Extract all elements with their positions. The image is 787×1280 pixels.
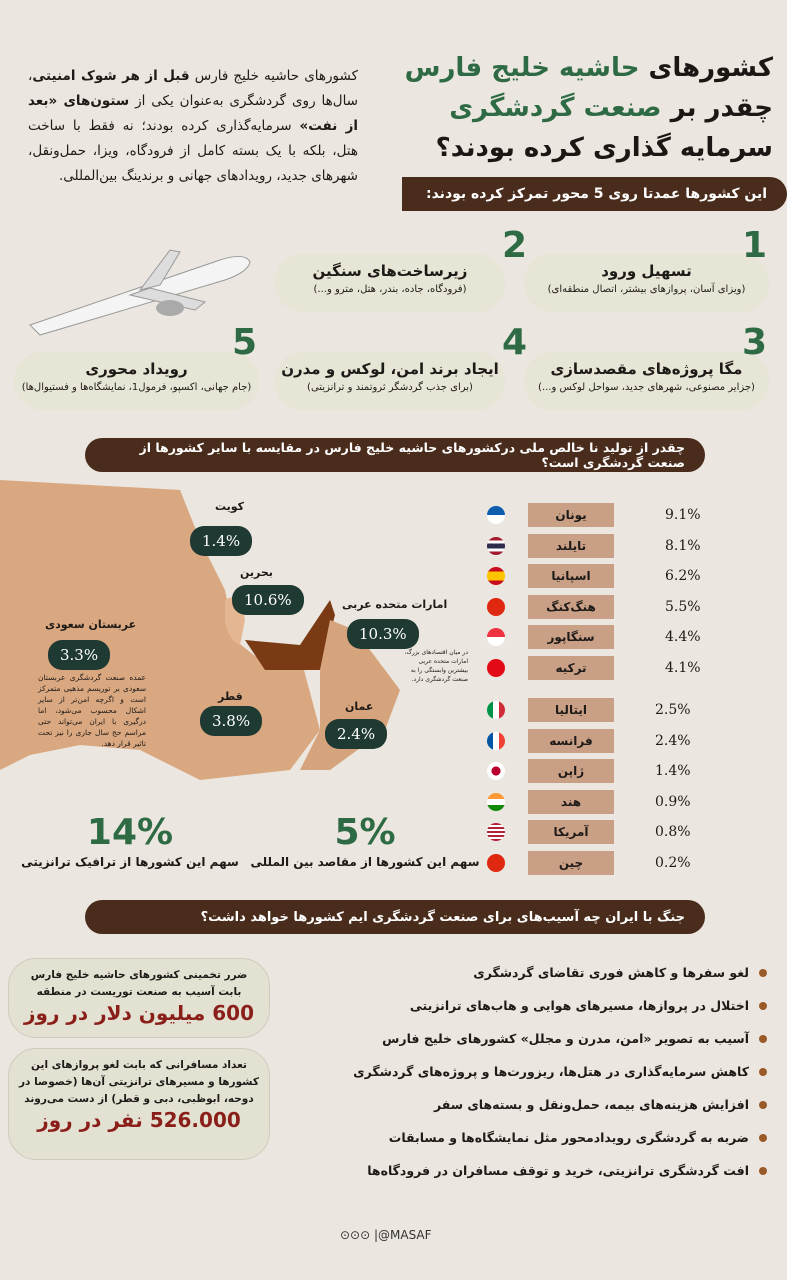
country-bar: آمریکا <box>528 820 614 844</box>
flag-india-icon <box>487 793 505 811</box>
footer-handle: ⊙⊙⊙ |@MASAF <box>340 1228 432 1242</box>
country-value: 2.4% <box>655 732 691 749</box>
country-value: 1.4% <box>655 763 691 779</box>
loss-box: ضرر تخمینی کشورهای حاشیه خلیج فارس بابت آسیب به صنعت توریست در منطقه 600 میلیون دلار در روز <box>8 958 270 1038</box>
country-bar: چین <box>528 851 614 875</box>
flag-thailand-icon <box>487 537 505 555</box>
country-value: 0.9% <box>655 793 691 810</box>
damage-item <box>434 1097 767 1112</box>
map-value-oman: 2.4% <box>325 719 387 749</box>
map-label-bahrain: بحرین <box>240 566 273 579</box>
country-bar: تایلند <box>528 534 614 558</box>
country-bar: هنگ‌کنگ <box>528 595 614 619</box>
destination-share-value: 5% <box>334 812 396 853</box>
page-title: کشورهای حاشیه خلیج فارس چقدر بر صنعت گردشگری سرمایه گذاری کرده بودند؟ <box>404 53 773 163</box>
axis-card-1: تسهیل ورود (ویزای آسان، پروازهای بیشتر، اتصال منطقه‌ای) <box>524 254 769 312</box>
bullet-icon <box>759 1068 767 1076</box>
damage-text: کاهش سرمایه‌گذاری در هتل‌ها، ریزورت‌ها و پروژه‌های گردشگری <box>353 1064 749 1079</box>
flag-spain-icon <box>487 567 505 585</box>
map-value-bahrain: 10.6% <box>232 585 304 615</box>
map-label-qatar: قطر <box>218 690 243 703</box>
bullet-icon <box>759 1035 767 1043</box>
map-value-saudi: 3.3% <box>48 640 110 670</box>
map-label-kuwait: کویت <box>215 500 245 513</box>
axis-card-5: رویداد محوری (جام جهانی، اکسپو، فرمول1، نمایشگاه‌ها و فستیوال‌ها) <box>14 352 259 410</box>
axis-number: 5 <box>232 322 258 363</box>
flag-france-icon <box>487 732 505 750</box>
damage-item <box>353 1064 767 1079</box>
country-bar: سنگاپور <box>528 625 614 649</box>
country-bar: هند <box>528 790 614 814</box>
transit-share-value: 14% <box>86 812 174 853</box>
intro-paragraph: کشورهای حاشیه خلیج فارس قبل از هر شوک امنیتی، سال‌ها روی گردشگری به‌عنوان یکی از ستون‌های «بعد از نفت» سرمایه‌گذاری کرده بودند؛ نه فقط با ساخت هتل، بلکه با یک بسته کامل از فرودگاه، ویزا، حمل‌ونقل، شهرهای جدید، رویدادهای جهانی و برندینگ بین‌المللی. <box>28 68 358 184</box>
damage-text: آسیب به تصویر «امن، مدرن و مجلل» کشورهای خلیج فارس <box>382 1031 749 1046</box>
destination-share-label: سهم این کشورها از مقاصد بین المللی <box>250 855 480 869</box>
passenger-box: تعداد مسافرانی که بابت لغو پروازهای این کشورها و مسیرهای ترانزیتی آن‌ها (خصوصا در دوحه، ابوظبی، دبی و قطر) از دست می‌روند 526.000 نفر در روز <box>8 1048 270 1160</box>
damage-text: افزایش هزینه‌های بیمه، حمل‌ونقل و بسته‌های سفر <box>433 1097 749 1112</box>
damage-item <box>382 1031 767 1046</box>
map-value-uae: 10.3% <box>347 619 419 649</box>
war-banner: جنگ با ایران چه آسیب‌های برای صنعت گردشگری ایم کشورها خواهد داشت؟ <box>85 900 705 934</box>
country-value: 4.1% <box>665 659 701 676</box>
axis-card-4: ایجاد برند امن، لوکس و مدرن (برای جذب گردشگر ثروتمند و ترانزیتی) <box>275 352 505 410</box>
damage-text: اختلال در پروازها، مسیرهای هوایی و هاب‌های ترانزیتی <box>409 998 749 1013</box>
bullet-icon <box>759 1167 767 1175</box>
flag-china-icon <box>487 854 505 872</box>
axes-banner: این کشورها عمدتا روی 5 محور تمرکز کرده بودند: <box>402 177 787 211</box>
country-value: 0.8% <box>655 824 691 840</box>
damage-text: لغو سفرها و کاهش فوری تقاضای گردشگری <box>473 965 749 980</box>
flag-japan-icon <box>487 762 505 780</box>
axis-number: 3 <box>741 322 767 363</box>
bullet-icon <box>759 969 767 977</box>
country-bar: ایتالیا <box>528 698 614 722</box>
country-value: 4.4% <box>665 629 701 645</box>
flag-italy-icon <box>487 701 505 719</box>
country-value: 5.5% <box>665 598 701 615</box>
damage-item <box>473 965 767 980</box>
damage-text: ضربه به گردشگری رویدادمحور مثل نمایشگاه‌ها و مسابقات <box>388 1130 749 1145</box>
damage-item <box>389 1130 767 1145</box>
country-bar: اسپانیا <box>528 564 614 588</box>
bullet-icon <box>759 1101 767 1109</box>
axis-card-2: زیرساخت‌های سنگین (فرودگاه، جاده، بندر، هتل، مترو و...) <box>275 254 505 312</box>
axis-number: 4 <box>501 322 527 363</box>
bullet-icon <box>759 1002 767 1010</box>
country-value: 2.5% <box>655 702 691 718</box>
country-bar: یونان <box>528 503 614 527</box>
flag-usa-icon <box>487 823 505 841</box>
damage-item <box>410 998 767 1013</box>
damage-item <box>367 1163 767 1178</box>
country-bar: ترکیه <box>528 656 614 680</box>
flag-turkey-icon <box>487 659 505 677</box>
country-bar: فرانسه <box>528 729 614 753</box>
damage-text: افت گردشگری ترانزیتی، خرید و توقف مسافران در فرودگاه‌ها <box>367 1163 749 1178</box>
map-value-kuwait: 1.4% <box>190 526 252 556</box>
country-value: 0.2% <box>655 854 691 871</box>
map-value-qatar: 3.8% <box>200 706 262 736</box>
axis-card-3: مگا پروژه‌های مقصدسازی (جزایر مصنوعی، شهرهای جدید، سواحل لوکس و...) <box>524 352 769 410</box>
flag-hongkong-icon <box>487 598 505 616</box>
country-value: 8.1% <box>665 537 701 554</box>
flag-singapore-icon <box>487 628 505 646</box>
country-bar: ژاپن <box>528 759 614 783</box>
country-value: 6.2% <box>665 568 701 584</box>
map-note-uae: در میان اقتصادهای بزرگ، امارات متحده عربی بیشترین وابستگی را به صنعت گردشگری دارد. <box>404 649 468 683</box>
bullet-icon <box>759 1134 767 1142</box>
axis-number: 2 <box>501 225 527 266</box>
country-value: 9.1% <box>665 507 701 523</box>
map-note-saudi: عمده صنعت گردشگری عربستان سعودی بر توریسم مذهبی متمرکز است و اگرچه امن‌تر از سایر اشکال محسوب می‌شود، اما درگیری با ایران می‌تواند حتی مراسم حج سال جاری را نیز تحت تاثیر قرار دهد. <box>38 673 146 748</box>
axis-number: 1 <box>741 225 767 266</box>
map-label-uae: امارات متحده عربی <box>342 598 448 611</box>
airplane-image <box>20 240 260 350</box>
flag-greece-icon <box>487 506 505 524</box>
map-label-saudi: عربستان سعودی <box>45 618 137 631</box>
map-label-oman: عمان <box>345 700 374 713</box>
transit-share-label: سهم این کشورها از ترافیک ترانزیتی <box>21 855 239 869</box>
gdp-banner: چقدر از تولید نا خالص ملی درکشورهای حاشیه خلیج فارس در مقایسه با سایر کشورها از صنعت گردشگری است؟ <box>85 438 705 472</box>
